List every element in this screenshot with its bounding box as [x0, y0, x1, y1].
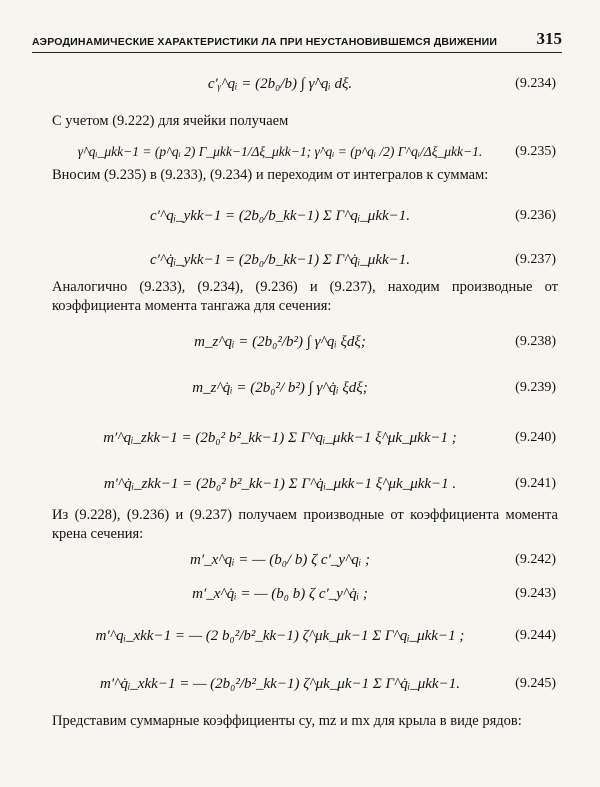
equation-formula: c′ᵧ^qᵢ = (2b₀/b) ∫ γ̇^qᵢ dξ.	[207, 76, 353, 92]
equation-number: (9.245)	[515, 676, 556, 691]
paragraph-3: Аналогично (9.233), (9.234), (9.236) и (9.237), находим производные от коэффициента момента тангажа для сечения:	[52, 279, 558, 314]
equation-formula: m′^q̇ᵢ_zkk−1 = (2b₀² b²_kk−1) Σ Γ^q̇ᵢ_μkk−1 ξ^μk_μkk−1 .	[103, 476, 457, 492]
equation-9-234	[0, 64, 600, 104]
equation-number: (9.243)	[515, 586, 556, 601]
equation-number: (9.236)	[515, 208, 556, 223]
equation-formula: γ̇^qᵢ_μkk−1 = (p^qᵢ 2) Γ_μkk−1/Δξ_μkk−1; γ̇^qᵢ = (p^qᵢ /2) Γ^qᵢ/Δξ_μkk−1.	[77, 144, 483, 159]
paragraph-4: Из (9.228), (9.236) и (9.237) получаем производные от коэффициента момента крена сечения:	[52, 507, 558, 542]
equation-number: (9.234)	[515, 76, 556, 91]
equation-formula: c′^qᵢ_ykk−1 = (2b₀/b_kk−1) Σ Γ^qᵢ_μkk−1.	[149, 208, 411, 224]
equation-formula: m′^qᵢ_zkk−1 = (2b₀² b²_kk−1) Σ Γ^qᵢ_μkk−1 ξ^μk_μkk−1 ;	[103, 430, 457, 446]
equation-9-239	[0, 368, 600, 408]
equation-9-236	[0, 196, 600, 236]
equation-9-244	[0, 616, 600, 656]
equation-number: (9.237)	[515, 252, 556, 267]
equation-formula: m′^q̇ᵢ_xkk−1 = — (2b₀²/b²_kk−1) ζ^μk_μk−1 Σ Γ^q̇ᵢ_μkk−1.	[100, 676, 460, 692]
equation-number: (9.240)	[515, 430, 556, 445]
equation-number: (9.235)	[515, 144, 556, 159]
equation-number: (9.238)	[515, 334, 556, 349]
equation-formula: m′_x^q̇ᵢ = — (b₀ b) ζ c′_y^q̇ᵢ ;	[192, 586, 368, 602]
page-number: 315	[536, 29, 562, 48]
equation-number: (9.244)	[515, 628, 556, 643]
equation-number: (9.239)	[515, 380, 556, 395]
equation-formula: c′^q̇ᵢ_ykk−1 = (2b₀/b_kk−1) Σ Γ^q̇ᵢ_μkk−1.	[149, 252, 411, 268]
page-header	[32, 30, 562, 53]
paragraph-2: Вносим (9.235) в (9.233), (9.234) и переходим от интегралов к суммам:	[52, 167, 489, 183]
paragraph-1: С учетом (9.222) для ячейки получаем	[52, 113, 289, 129]
equation-formula: m_z^q̇ᵢ = (2b₀²/ b²) ∫ γ^q̇ᵢ ξdξ;	[192, 380, 368, 396]
running-head: АЭРОДИНАМИЧЕСКИЕ ХАРАКТЕРИСТИКИ ЛА ПРИ НЕУСТАНОВИВШЕМСЯ ДВИЖЕНИИ	[32, 36, 498, 48]
equation-9-243	[0, 574, 600, 614]
equation-9-240	[0, 418, 600, 458]
equation-number: (9.241)	[515, 476, 556, 491]
equation-9-238	[0, 322, 600, 362]
equation-9-245	[0, 664, 600, 704]
equation-formula: m′^qᵢ_xkk−1 = — (2 b₀²/b²_kk−1) ζ^μk_μk−1 Σ Γ^qᵢ_μkk−1 ;	[95, 628, 465, 644]
equation-formula: m′_x^qᵢ = — (b₀/ b) ζ c′_y^qᵢ ;	[190, 552, 370, 568]
paragraph-5: Представим суммарные коэффициенты cy, mz и mx для крыла в виде рядов:	[52, 713, 522, 729]
equation-formula: m_z^qᵢ = (2b₀²/b²) ∫ γ^qᵢ ξdξ;	[194, 334, 366, 350]
equation-number: (9.242)	[515, 552, 556, 567]
equation-9-241	[0, 464, 600, 504]
equation-9-237	[0, 240, 600, 280]
